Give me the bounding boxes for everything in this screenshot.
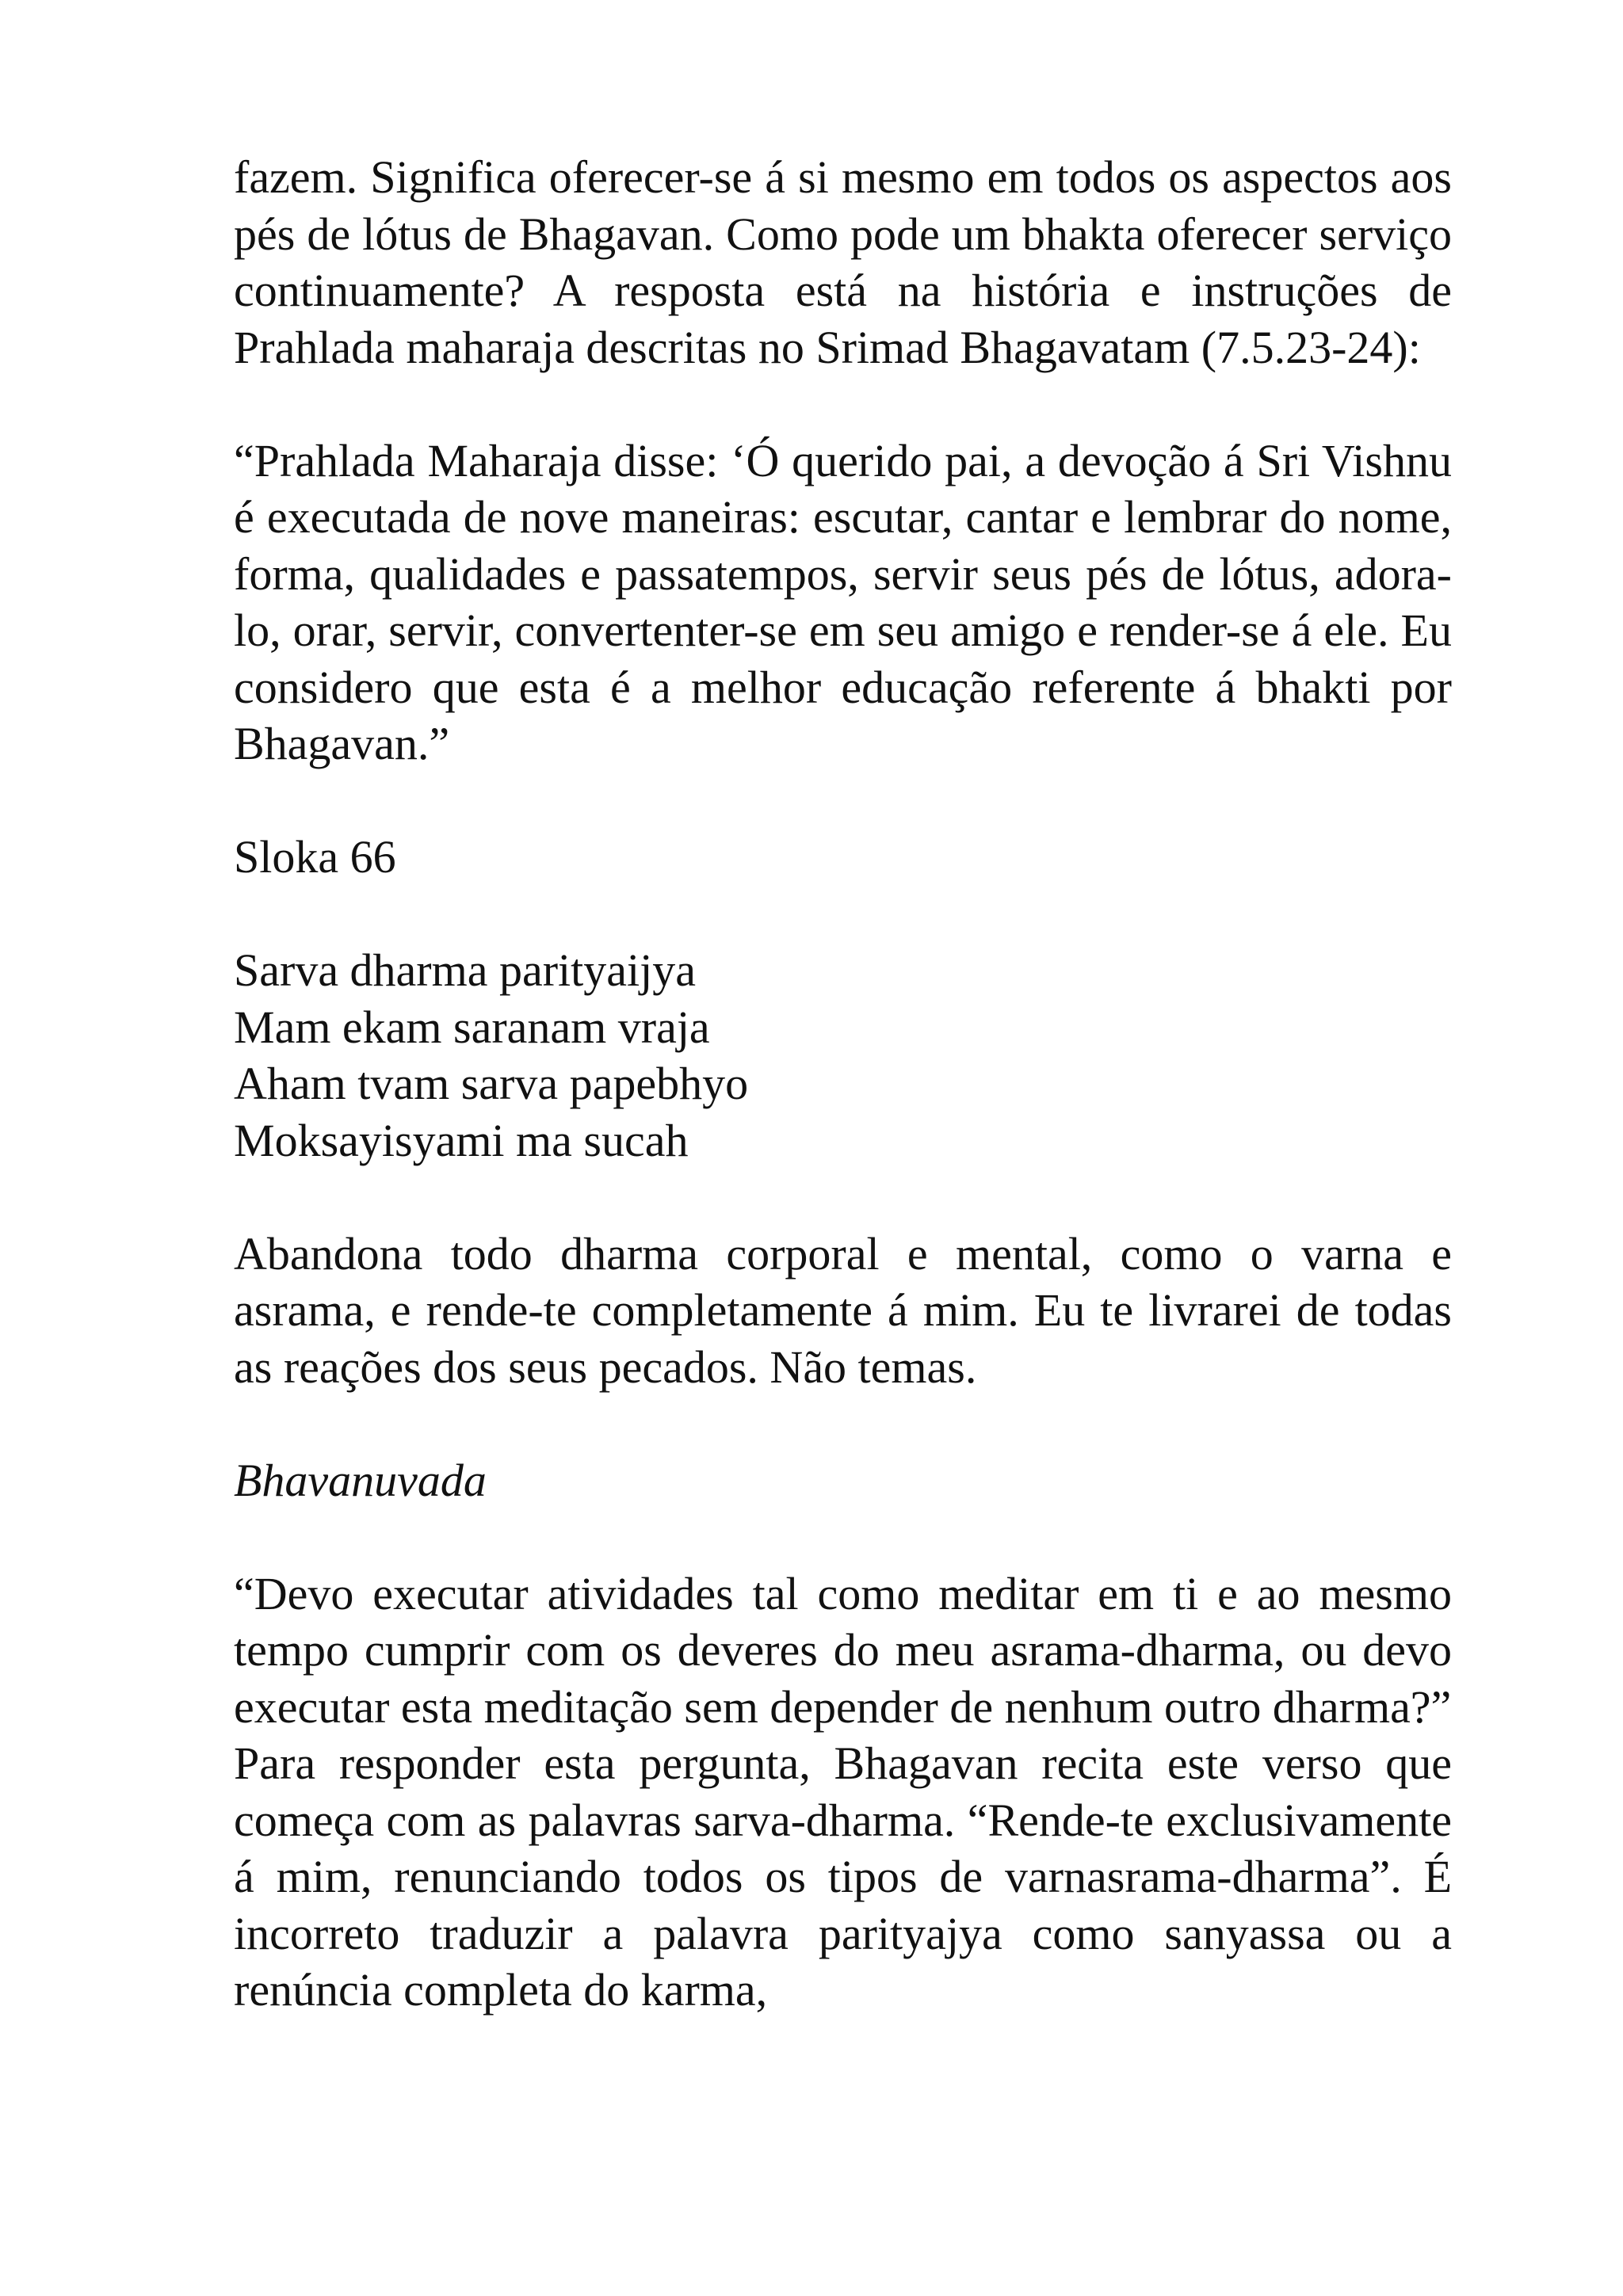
verse-line: Aham tvam sarva papebhyo xyxy=(234,1058,749,1109)
verse-line: Sarva dharma parityaijya xyxy=(234,944,696,996)
sloka-heading: Sloka 66 xyxy=(234,831,396,883)
paragraph-3-question: “Devo executar atividades tal como meditar em ti e ao mesmo tempo cumprir com os deveres do meu asrama-dharma, ou devo executar esta meditação sem depender de nenhum outro dharma?” xyxy=(234,1567,1452,1733)
paragraph-spacer xyxy=(234,772,1452,830)
paragraph-spacer xyxy=(234,1508,1452,1566)
paragraph-spacer xyxy=(234,1395,1452,1452)
paragraph-1: fazem. Significa oferecer-se á si mesmo em todos os aspectos aos pés de lótus de Bhagavan. Como pode um bhakta oferecer serviço continuamente? A resposta está na história e instruções de Prahlada maharaja descritas no Srimad Bhagavatam (7.5.23-24): xyxy=(234,151,1452,373)
sanskrit-verse xyxy=(234,942,1452,1169)
verse-translation: Abandona todo dharma corporal e mental, como o varna e asrama, e rende-te completamente á mim. Eu te livrarei de todas as reações dos seus pecados. Não temas. xyxy=(234,1227,1452,1393)
paragraph-spacer xyxy=(234,376,1452,433)
document-page xyxy=(234,149,1452,2019)
verse-line: Mam ekam saranam vraja xyxy=(234,1001,710,1053)
paragraph-spacer xyxy=(234,1169,1452,1226)
paragraph-spacer xyxy=(234,886,1452,943)
commentary-heading: Bhavanuvada xyxy=(234,1454,487,1506)
paragraph-4: Para responder esta pergunta, Bhagavan recita este verso que começa com as palavras sarva-dharma. “Rende-te exclusivamente á mim, renunciando todos os tipos de varnasrama-dharma”. É incorreto traduzir a palavra parityajya como sanyassa ou a renúncia completa do karma, xyxy=(234,1737,1452,2016)
paragraph-2-quote: “Prahlada Maharaja disse: ‘Ó querido pai, a devoção á Sri Vishnu é executada de nove maneiras: escutar, cantar e lembrar do nome, forma, qualidades e passatempos, servir seus pés de lótus, adora-lo, orar, servir, convertenter-se em seu amigo e render-se á ele. Eu considero que esta é a melhor educação referente á bhakti por Bhagavan.” xyxy=(234,434,1452,769)
verse-line: Moksayisyami ma sucah xyxy=(234,1114,689,1166)
